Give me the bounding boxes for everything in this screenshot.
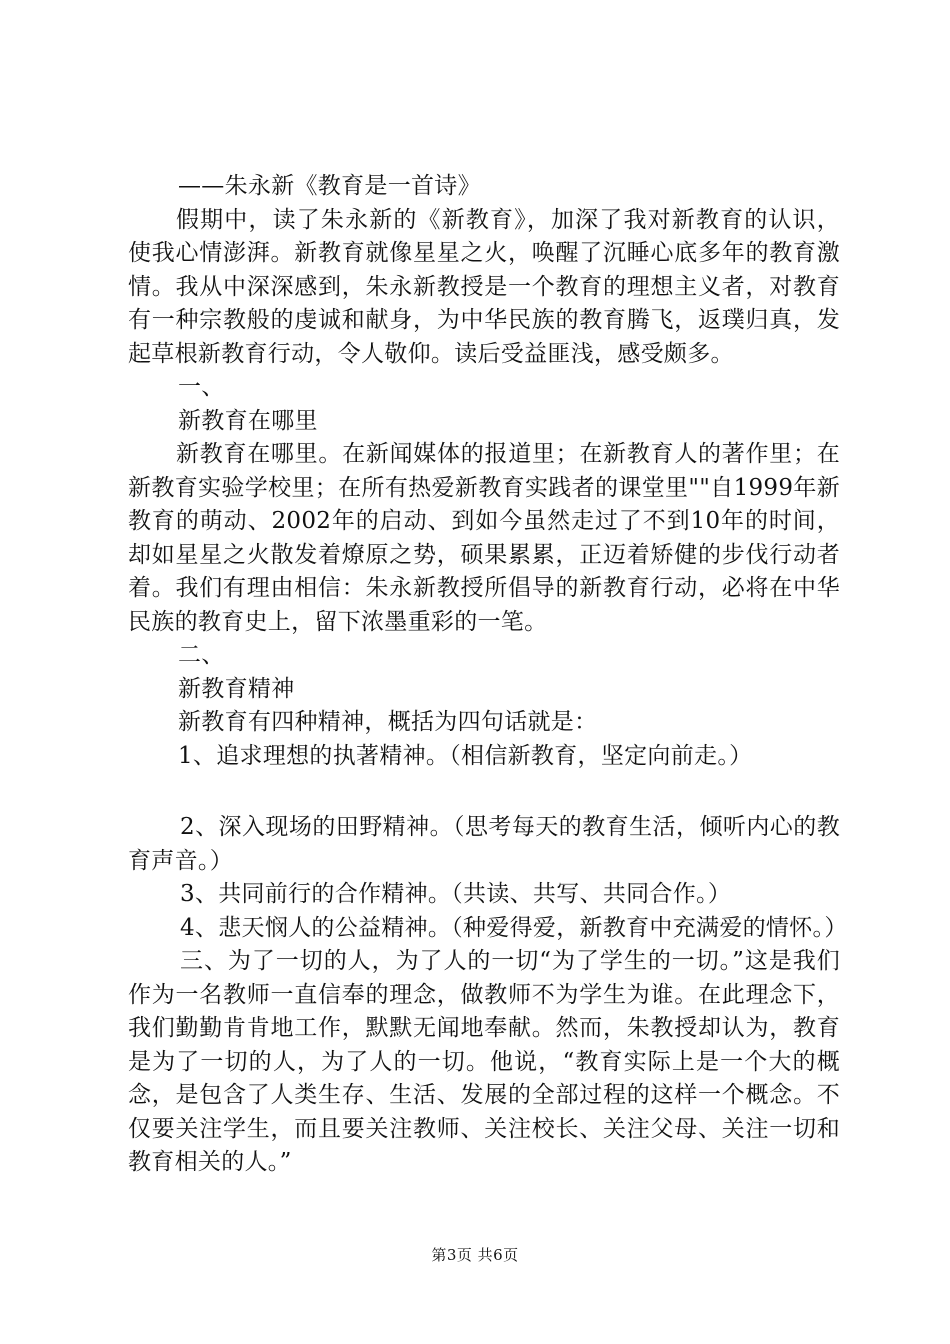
intro-paragraph: 假期中，读了朱永新的《新教育》，加深了我对新教育的认识，使我心情澎湃。新教育就像星星之火，唤醒了沉睡心底多年的教育激情。我从中深深感到，朱永新教授是一个教育的理想主义者，对教育有一种宗教般的虔诚和献身，为中华民族的教育腾飞，返璞归真，发起草根新教育行动，令人敬仰。读后受益匪浅，感受颇多。 (128, 206, 840, 367)
blank-line (128, 773, 840, 811)
spirit-item-3: 3、共同前行的合作精神。（共读、共写、共同合作。） (180, 881, 732, 907)
spirit-item-1: 1、追求理想的执著精神。（相信新教育，坚定向前走。） (178, 742, 753, 769)
document-body (128, 170, 848, 1180)
section-2-number: 二、 (178, 642, 225, 668)
section-1-number: 一、 (178, 374, 225, 400)
spirit-item-4: 4、悲天悯人的公益精神。（种爱得爱，新教育中充满爱的情怀。） (180, 914, 848, 941)
section-2-lead: 新教育有四种精神，概括为四句话就是： (178, 709, 598, 735)
section-2-title: 新教育精神 (178, 675, 295, 702)
spirit-item-2: 2、深入现场的田野精神。（思考每天的教育生活，倾听内心的教育声音。） (128, 814, 840, 874)
section-3-body: 三、为了一切的人，为了人的一切“为了学生的一切。”这是我们作为一名教师一直信奉的理念，做教师不为学生为谁。在此理念下，我们勤勤肯肯地工作，默默无闻地奉献。然而，朱教授却认为，教育是为了一切的人，为了人的一切。他说，“教育实际上是一个大的概念，是包含了人类生存、生活、发展的全部过程的这样一个概念。不仅要关注学生，而且要关注教师、关注校长、关注父母、关注一切和教育相关的人。” (128, 948, 840, 1175)
section-1-body: 新教育在哪里。在新闻媒体的报道里；在新教育人的著作里；在新教育实验学校里；在所有热爱新教育实践者的课堂里""自1999年新教育的萌动、2002年的启动、到如今虽然走过了不到10年的时间，却如星星之火散发着燎原之势，硕果累累，正迈着矫健的步伐行动者着。我们有理由相信：朱永新教授所倡导的新教育行动，必将在中华民族的教育史上，留下浓墨重彩的一笔。 (128, 441, 840, 635)
section-1-title: 新教育在哪里 (178, 407, 318, 434)
epigraph: ——朱永新《教育是一首诗》 (178, 173, 481, 199)
page-number-footer: 第3页 共6页 (431, 1246, 519, 1264)
